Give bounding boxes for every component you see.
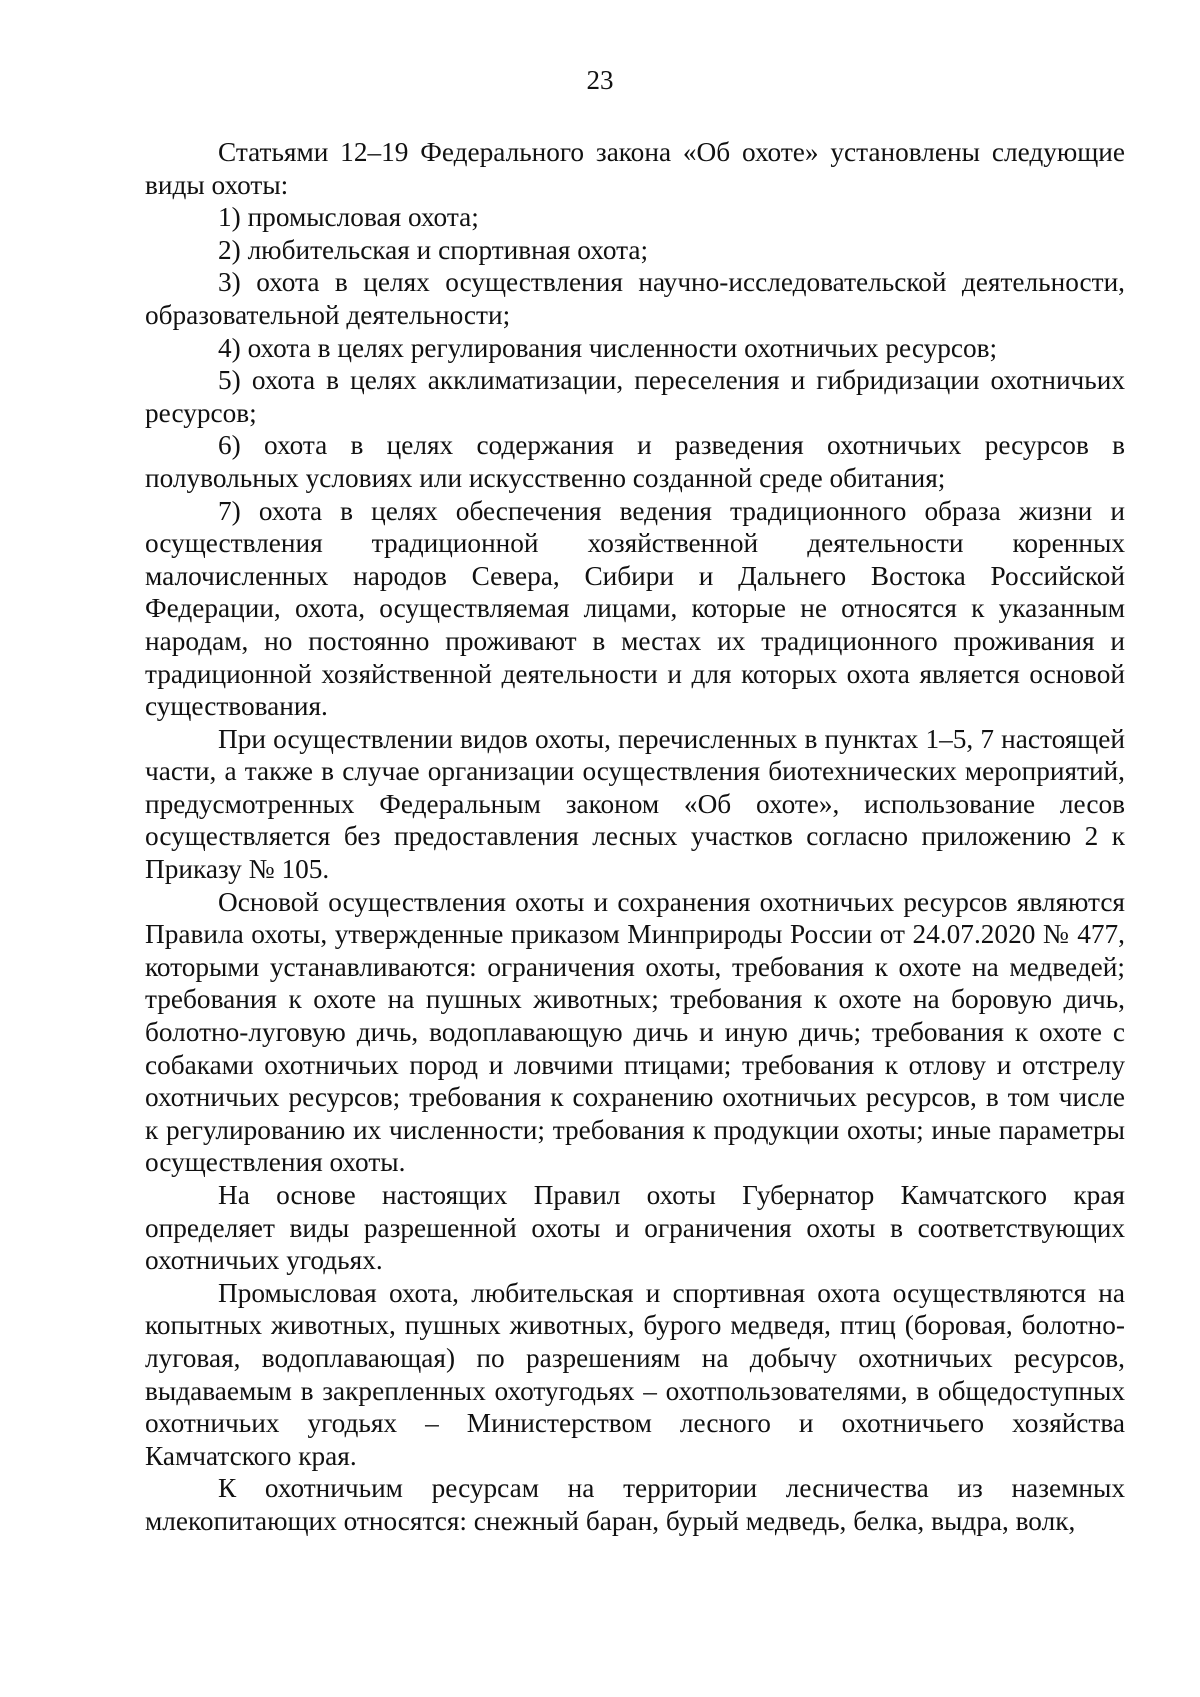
paragraph-intro: Статьями 12–19 Федерального закона «Об охоте» установлены следующие виды охоты: [145,137,1125,200]
list-item-6: 6) охота в целях содержания и разведения охотничьих ресурсов в полувольных условиях или искусственно созданной среде обитания; [145,430,1125,493]
list-item-3: 3) охота в целях осуществления научно-исследовательской деятельности, образовательной деятельности; [145,267,1125,330]
paragraph-governor: На основе настоящих Правил охоты Губернатор Камчатского края определяет виды разрешенной охоты и ограничения охоты в соответствующих охотничьих угодьях. [145,1180,1125,1276]
list-item-4: 4) охота в целях регулирования численности охотничьих ресурсов; [218,332,998,363]
paragraph-commercial-hunting: Промысловая охота, любительская и спортивная охота осуществляются на копытных животных, пушных животных, бурого медведя, птиц (боровая, болотно-луговая, водоплавающая) по разрешениям на добычу охотничьих ресурсов, выдаваемым в закрепленных охотугодьях – охотпользователями, в общедоступных охотничьих угодьях – Министерством лесного и охотничьего хозяйства Камчатского края. [145,1277,1125,1471]
paragraph-hunting-resources: К охотничьим ресурсам на территории лесничества из наземных млекопитающих относятся: снежный баран, бурый медведь, белка, выдра, волк, [145,1473,1125,1536]
document-body [145,136,1125,1538]
list-item-7: 7) охота в целях обеспечения ведения традиционного образа жизни и осуществления традиционной хозяйственной деятельности коренных малочисленных народов Севера, Сибири и Дальнего Востока Российской Федерации, охота, осуществляемая лицами, которые не относятся к указанным народам, но постоянно проживают в местах их традиционного проживания и традиционной хозяйственной деятельности и для которых охота является основой существования. [145,495,1125,722]
list-item-2: 2) любительская и спортивная охота; [218,234,649,265]
list-item-1: 1) промысловая охота; [218,202,479,233]
page-number: 23 [586,65,614,95]
paragraph-hunting-rules: Основой осуществления охоты и сохранения охотничьих ресурсов являются Правила охоты, утвержденные приказом Минприроды России от 24.07.2020 № 477, которыми устанавливаются: ограничения охоты, требования к охоте на медведей; требования к охоте на пушных животных; требования к охоте на боровую дичь, болотно-луговую дичь, водоплавающую дичь и иную дичь; требования к охоте с собаками охотничьих пород и ловчими птицами; требования к отлову и отстрелу охотничьих ресурсов; требования к сохранению охотничьих ресурсов, в том числе к регулированию их численности; требования к продукции охоты; иные параметры осуществления охоты. [145,886,1125,1178]
list-item-5: 5) охота в целях акклиматизации, переселения и гибридизации охотничьих ресурсов; [145,365,1125,428]
paragraph-forest-use: При осуществлении видов охоты, перечисленных в пунктах 1–5, 7 настоящей части, а также в случае организации осуществления биотехнических мероприятий, предусмотренных Федеральным законом «Об охоте», использование лесов осуществляется без предоставления лесных участков согласно приложению 2 к Приказу № 105. [145,723,1125,885]
